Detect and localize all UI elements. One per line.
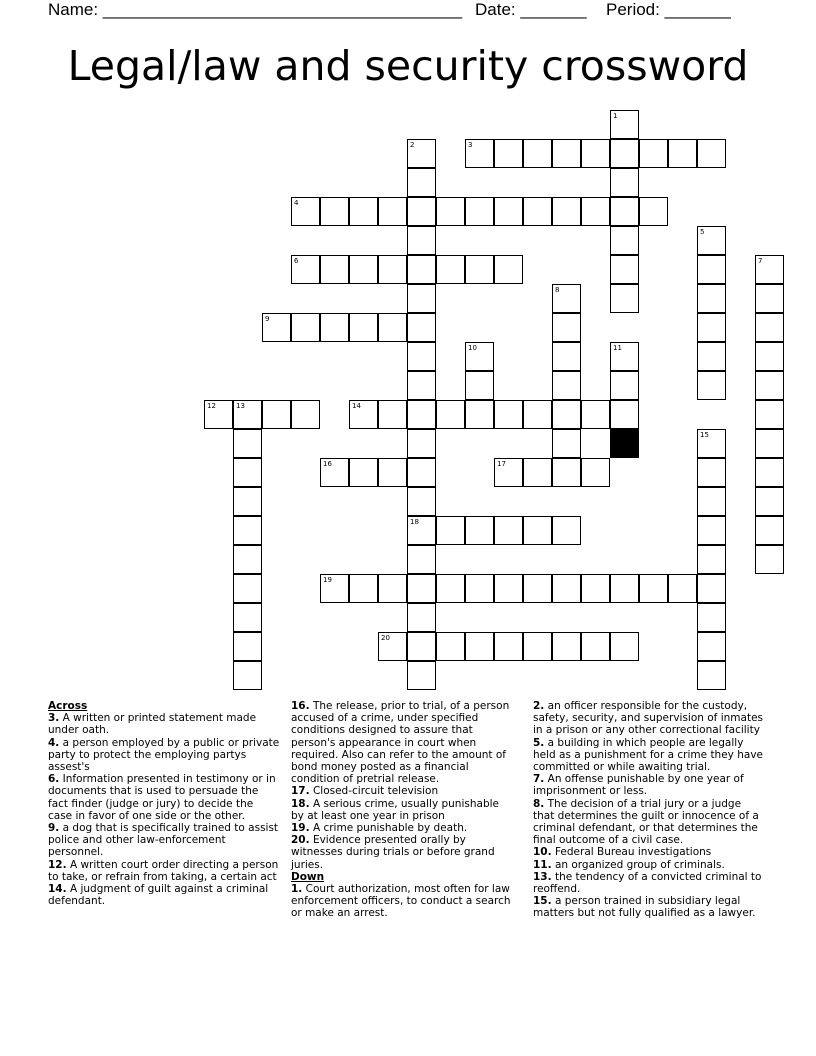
clue-number: 8	[555, 286, 560, 294]
grid-cell[interactable]	[233, 603, 262, 632]
grid-cell[interactable]	[494, 400, 523, 429]
black-cell	[610, 429, 639, 458]
grid-cell[interactable]	[407, 458, 436, 487]
grid-cell[interactable]	[436, 516, 465, 545]
period-field[interactable]: Period: _______	[606, 0, 731, 19]
grid-cell[interactable]	[668, 139, 697, 168]
grid-cell[interactable]	[436, 632, 465, 661]
grid-cell[interactable]	[349, 197, 378, 226]
grid-cell[interactable]	[552, 400, 581, 429]
grid-cell[interactable]	[465, 197, 494, 226]
grid-cell[interactable]	[552, 197, 581, 226]
clue-across-19: 19. A crime punishable by death.	[291, 822, 468, 835]
grid-cell[interactable]	[407, 574, 436, 603]
grid-cell[interactable]	[494, 574, 523, 603]
grid-cell[interactable]	[320, 458, 349, 487]
grid-cell[interactable]	[436, 255, 465, 284]
clue-down-15: 15. a person trained in subsidiary legal matters but not fully qualified as a lawyer.	[533, 895, 756, 920]
grid-cell[interactable]	[581, 574, 610, 603]
clue-across-3: 3. A written or printed statement made under oath.	[48, 712, 257, 737]
grid-cell[interactable]	[697, 574, 726, 603]
grid-cell[interactable]	[233, 574, 262, 603]
grid-cell[interactable]	[407, 661, 436, 690]
grid-cell[interactable]	[378, 255, 407, 284]
grid-cell[interactable]	[407, 429, 436, 458]
grid-cell[interactable]	[581, 458, 610, 487]
clue-number: 12	[207, 402, 216, 410]
clue-number: 17	[497, 460, 506, 468]
grid-cell[interactable]	[755, 400, 784, 429]
grid-cell[interactable]	[494, 197, 523, 226]
grid-cell[interactable]	[668, 574, 697, 603]
grid-cell[interactable]	[465, 342, 494, 371]
clue-number: 7	[758, 257, 763, 265]
date-field[interactable]: Date: _______	[475, 0, 587, 19]
clue-number: 16	[323, 460, 332, 468]
across-heading: Across	[48, 700, 88, 712]
clue-number: 18	[410, 518, 419, 526]
grid-cell[interactable]	[291, 197, 320, 226]
grid-cell[interactable]	[523, 458, 552, 487]
clue-column-2	[291, 700, 513, 920]
grid-cell[interactable]	[552, 139, 581, 168]
grid-cell[interactable]	[697, 139, 726, 168]
grid-cell[interactable]	[291, 255, 320, 284]
grid-cell[interactable]	[697, 516, 726, 545]
clue-number: 10	[468, 344, 477, 352]
grid-cell[interactable]	[349, 255, 378, 284]
grid-cell[interactable]	[204, 400, 233, 429]
grid-cell[interactable]	[407, 255, 436, 284]
grid-cell[interactable]	[465, 632, 494, 661]
grid-cell[interactable]	[610, 342, 639, 371]
grid-cell[interactable]	[755, 487, 784, 516]
clue-number: 4	[294, 199, 299, 207]
grid-cell[interactable]	[407, 632, 436, 661]
clue-down-10: 10. Federal Bureau investigations	[533, 846, 712, 859]
grid-cell[interactable]	[755, 284, 784, 313]
clue-number: 3	[468, 141, 473, 149]
clue-down-11: 11. an organized group of criminals.	[533, 858, 725, 871]
grid-cell[interactable]	[552, 284, 581, 313]
grid-cell[interactable]	[610, 574, 639, 603]
grid-cell[interactable]	[233, 661, 262, 690]
grid-cell[interactable]	[378, 197, 407, 226]
grid-cell[interactable]	[610, 255, 639, 284]
grid-cell[interactable]	[407, 284, 436, 313]
grid-cell[interactable]	[262, 313, 291, 342]
clue-number: 14	[352, 402, 361, 410]
grid-cell[interactable]	[233, 458, 262, 487]
grid-cell[interactable]	[320, 574, 349, 603]
grid-cell[interactable]	[581, 197, 610, 226]
grid-cell[interactable]	[697, 487, 726, 516]
grid-cell[interactable]	[407, 313, 436, 342]
grid-cell[interactable]	[552, 458, 581, 487]
grid-cell[interactable]	[349, 574, 378, 603]
grid-cell[interactable]	[610, 632, 639, 661]
grid-cell[interactable]	[465, 255, 494, 284]
grid-cell[interactable]	[697, 255, 726, 284]
grid-cell[interactable]	[755, 516, 784, 545]
grid-cell[interactable]	[465, 516, 494, 545]
grid-cell[interactable]	[610, 400, 639, 429]
grid-cell[interactable]	[697, 632, 726, 661]
grid-cell[interactable]	[407, 371, 436, 400]
grid-cell[interactable]	[755, 313, 784, 342]
clue-down-5: 5. a building in which people are legally held as a punishment for a crime they have committed or while awaiting trial.	[533, 736, 763, 774]
clue-number: 1	[613, 112, 618, 120]
clue-across-12: 12. A written court order directing a person to take, or refrain from taking, a certain act	[48, 858, 279, 883]
grid-cell[interactable]	[436, 574, 465, 603]
clue-number: 11	[613, 344, 622, 352]
grid-cell[interactable]	[494, 632, 523, 661]
grid-cell[interactable]	[494, 516, 523, 545]
grid-cell[interactable]	[233, 632, 262, 661]
grid-cell[interactable]	[291, 313, 320, 342]
grid-cell[interactable]	[291, 400, 320, 429]
grid-cell[interactable]	[465, 139, 494, 168]
grid-cell[interactable]	[581, 632, 610, 661]
grid-cell[interactable]	[407, 603, 436, 632]
grid-cell[interactable]	[755, 255, 784, 284]
grid-cell[interactable]	[233, 429, 262, 458]
grid-cell[interactable]	[755, 458, 784, 487]
clue-across-16: 16. The release, prior to trial, of a person accused of a crime, under specified conditions designed to assure that person's appearance in court when required. Also can refer to the amount of bond money posted as a financial condition of pretrial release.	[291, 700, 510, 786]
grid-cell[interactable]	[494, 458, 523, 487]
grid-cell[interactable]	[755, 342, 784, 371]
grid-cell[interactable]	[552, 342, 581, 371]
grid-cell[interactable]	[639, 574, 668, 603]
grid-cell[interactable]	[349, 400, 378, 429]
grid-cell[interactable]	[755, 429, 784, 458]
grid-cell[interactable]	[697, 603, 726, 632]
clue-number: 19	[323, 576, 332, 584]
grid-cell[interactable]	[349, 458, 378, 487]
grid-cell[interactable]	[610, 284, 639, 313]
grid-cell[interactable]	[378, 632, 407, 661]
clue-number: 13	[236, 402, 245, 410]
grid-cell[interactable]	[639, 197, 668, 226]
grid-cell[interactable]	[697, 545, 726, 574]
clue-across-18: 18. A serious crime, usually punishable by at least one year in prison	[291, 797, 499, 822]
grid-cell[interactable]	[407, 487, 436, 516]
grid-cell[interactable]	[523, 139, 552, 168]
grid-cell[interactable]	[610, 110, 639, 139]
grid-cell[interactable]	[610, 371, 639, 400]
grid-cell[interactable]	[349, 313, 378, 342]
clue-across-4: 4. a person employed by a public or private party to protect the employing partys assest's	[48, 736, 280, 774]
grid-cell[interactable]	[233, 400, 262, 429]
grid-cell[interactable]	[523, 516, 552, 545]
clue-down-7: 7. An offense punishable by one year of imprisonment or less.	[533, 773, 744, 798]
grid-cell[interactable]	[378, 574, 407, 603]
grid-cell[interactable]	[378, 458, 407, 487]
name-field[interactable]: Name: ______________________________________	[48, 0, 463, 19]
down-heading: Down	[291, 870, 325, 883]
grid-cell[interactable]	[552, 371, 581, 400]
grid-cell[interactable]	[436, 197, 465, 226]
clue-number: 5	[700, 228, 705, 236]
grid-cell[interactable]	[320, 255, 349, 284]
clue-down-13: 13. the tendency of a convicted criminal to reoffend.	[533, 870, 762, 896]
grid-cell[interactable]	[320, 197, 349, 226]
grid-cell[interactable]	[407, 226, 436, 255]
grid-cell[interactable]	[697, 284, 726, 313]
clue-across-9: 9. a dog that is specifically trained to assist police and other law-enforcement personnel.	[48, 822, 279, 859]
clue-number: 6	[294, 257, 299, 265]
grid-cell[interactable]	[697, 458, 726, 487]
grid-cell[interactable]	[523, 197, 552, 226]
grid-cell[interactable]	[697, 226, 726, 255]
grid-cell[interactable]	[233, 516, 262, 545]
grid-cell[interactable]	[436, 400, 465, 429]
grid-cell[interactable]	[697, 342, 726, 371]
grid-cell[interactable]	[552, 516, 581, 545]
grid-cell[interactable]	[494, 255, 523, 284]
clue-across-6: 6. Information presented in testimony or in documents that is used to persuade the fact finder (judge or jury) to decide the case in favor of one side or the other.	[48, 773, 276, 822]
grid-cell[interactable]	[552, 632, 581, 661]
grid-cell[interactable]	[697, 661, 726, 690]
grid-cell[interactable]	[581, 139, 610, 168]
grid-cell[interactable]	[233, 545, 262, 574]
clue-down-2: 2. an officer responsible for the custody, safety, security, and supervision of inmates in a prison or any other correctional facility	[533, 700, 764, 737]
clue-across-17: 17. Closed-circuit television	[291, 785, 439, 798]
clue-down-1: 1. Court authorization, most often for law enforcement officers, to conduct a search or make an arrest.	[291, 883, 511, 920]
grid-cell[interactable]	[407, 516, 436, 545]
clue-down-8: 8. The decision of a trial jury or a judge that determines the guilt or innocence of a criminal defendant, or that determines the final outcome of a civil case.	[533, 797, 759, 847]
clue-number: 9	[265, 315, 270, 323]
grid-cell[interactable]	[465, 400, 494, 429]
grid-cell[interactable]	[523, 574, 552, 603]
grid-cell[interactable]	[407, 197, 436, 226]
clue-number: 20	[381, 634, 390, 642]
grid-cell[interactable]	[552, 313, 581, 342]
grid-cell[interactable]	[465, 371, 494, 400]
grid-cell[interactable]	[610, 197, 639, 226]
grid-cell[interactable]	[581, 400, 610, 429]
clue-number: 15	[700, 431, 709, 439]
grid-cell[interactable]	[697, 371, 726, 400]
grid-cell[interactable]	[320, 313, 349, 342]
grid-cell[interactable]	[523, 632, 552, 661]
grid-cell[interactable]	[523, 400, 552, 429]
grid-cell[interactable]	[407, 139, 436, 168]
grid-cell[interactable]	[610, 226, 639, 255]
grid-cell[interactable]	[697, 313, 726, 342]
grid-cell[interactable]	[755, 371, 784, 400]
grid-cell[interactable]	[610, 139, 639, 168]
grid-cell[interactable]	[407, 168, 436, 197]
grid-cell[interactable]	[465, 574, 494, 603]
clue-across-14: 14. A judgment of guilt against a criminal defendant.	[48, 883, 269, 908]
clue-column-1	[48, 700, 280, 907]
clue-across-20: 20. Evidence presented orally by witnesses during trials or before grand juries.	[291, 834, 495, 871]
grid-cell[interactable]	[407, 545, 436, 574]
grid-cell[interactable]	[552, 429, 581, 458]
grid-cell[interactable]	[494, 139, 523, 168]
grid-cell[interactable]	[639, 139, 668, 168]
grid-cell[interactable]	[233, 487, 262, 516]
grid-cell[interactable]	[407, 400, 436, 429]
grid-cell[interactable]	[610, 168, 639, 197]
page-title: Legal/law and security crossword	[67, 42, 749, 90]
clue-number: 2	[410, 141, 415, 149]
grid-cell[interactable]	[378, 400, 407, 429]
grid-cell[interactable]	[407, 342, 436, 371]
clue-column-3	[533, 700, 765, 920]
grid-cell[interactable]	[697, 429, 726, 458]
grid-cell[interactable]	[378, 313, 407, 342]
grid-cell[interactable]	[552, 574, 581, 603]
grid-cell[interactable]	[262, 400, 291, 429]
grid-cell[interactable]	[755, 545, 784, 574]
